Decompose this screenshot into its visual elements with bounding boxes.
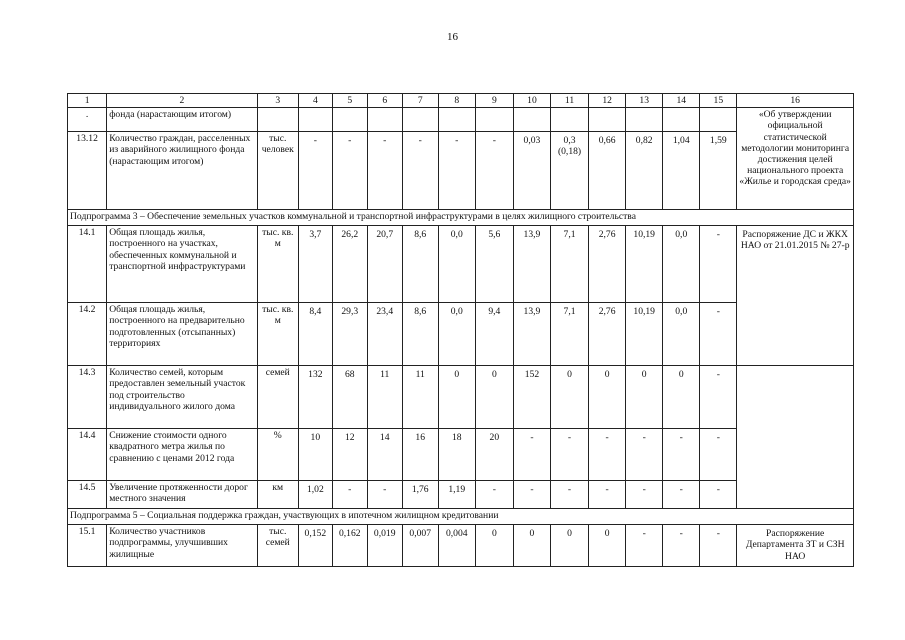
value-cell: 1,19 <box>438 481 475 509</box>
value-cell: 16 <box>402 429 438 481</box>
value-cell: 10,19 <box>626 226 663 303</box>
indicator-name: Общая площадь жилья, построенного на предварительно подготовленных (отсыпанных) территориях <box>107 303 257 366</box>
value-cell <box>626 108 663 132</box>
value-cell: 8,6 <box>402 226 438 303</box>
value-cell: 0 <box>626 366 663 429</box>
value-cell <box>298 108 332 132</box>
value-cell: - <box>626 481 663 509</box>
unit-cell: тыс. семей <box>257 525 298 567</box>
value-cell: - <box>663 481 700 509</box>
value-cell: - <box>626 429 663 481</box>
subprogram-3-title: Подпрограмма 3 – Обеспечение земельных участков коммунальной и транспортной инфраструктурами в целях жилищного строительства <box>68 210 854 226</box>
header-cell: 16 <box>737 94 854 108</box>
header-cell: 1 <box>68 94 107 108</box>
value-cell: - <box>700 525 737 567</box>
row-number: 14.5 <box>68 481 107 509</box>
note-cell: «Об утверждении официальной статистической методологии мониторинга достижения целей национального проекта «Жилье и городская среда» <box>737 108 854 210</box>
value-cell: 132 <box>298 366 332 429</box>
value-cell: - <box>298 132 332 210</box>
value-cell: 10,19 <box>626 303 663 366</box>
value-cell: 1,59 <box>700 132 737 210</box>
value-cell: 0,004 <box>438 525 475 567</box>
header-cell: 14 <box>663 94 700 108</box>
value-cell: 0 <box>663 366 700 429</box>
header-cell: 12 <box>589 94 626 108</box>
indicator-name: Количество семей, которым предоставлен земельный участок под строительство индивидуального жилого дома <box>107 366 257 429</box>
table-row <box>68 429 854 481</box>
row-number: 14.3 <box>68 366 107 429</box>
row-number: 13.12 <box>68 132 107 210</box>
value-cell: 2,76 <box>589 303 626 366</box>
value-cell <box>402 108 438 132</box>
indicator-name: Количество участников подпрограммы, улучшивших жилищные <box>107 525 257 567</box>
value-cell: - <box>626 525 663 567</box>
unit-cell: км <box>257 481 298 509</box>
row-number: 14.1 <box>68 226 107 303</box>
value-cell: 0,019 <box>367 525 402 567</box>
value-cell <box>438 108 475 132</box>
header-cell: 2 <box>107 94 257 108</box>
table-row <box>68 132 854 210</box>
table-row <box>68 226 854 303</box>
value-cell: 8,4 <box>298 303 332 366</box>
header-cell: 4 <box>298 94 332 108</box>
value-cell: 29,3 <box>332 303 367 366</box>
value-cell: 1,02 <box>298 481 332 509</box>
header-cell: 7 <box>402 94 438 108</box>
value-cell: 0,3 (0,18) <box>550 132 588 210</box>
value-cell: - <box>332 132 367 210</box>
value-cell <box>550 108 588 132</box>
value-cell: 0,66 <box>589 132 626 210</box>
value-cell <box>367 108 402 132</box>
value-cell: 68 <box>332 366 367 429</box>
header-cell: 8 <box>438 94 475 108</box>
header-cell: 9 <box>475 94 513 108</box>
value-cell: 0,03 <box>513 132 550 210</box>
table-row <box>68 366 854 429</box>
value-cell: 26,2 <box>332 226 367 303</box>
value-cell: 10 <box>298 429 332 481</box>
subprogram-row <box>68 210 854 226</box>
value-cell <box>700 108 737 132</box>
value-cell: 0 <box>475 366 513 429</box>
indicator-name: Увеличение протяженности дорог местного значения <box>107 481 257 509</box>
row-number: 14.4 <box>68 429 107 481</box>
header-cell: 10 <box>513 94 550 108</box>
value-cell: 0 <box>589 525 626 567</box>
value-cell: 14 <box>367 429 402 481</box>
value-cell: 18 <box>438 429 475 481</box>
value-cell: 23,4 <box>367 303 402 366</box>
row-number: 15.1 <box>68 525 107 567</box>
value-cell: - <box>550 429 588 481</box>
value-cell: - <box>513 481 550 509</box>
value-cell: - <box>700 481 737 509</box>
value-cell: 11 <box>402 366 438 429</box>
value-cell: 9,4 <box>475 303 513 366</box>
value-cell: 0 <box>589 366 626 429</box>
value-cell: - <box>475 481 513 509</box>
header-row <box>68 94 854 108</box>
value-cell: - <box>700 303 737 366</box>
value-cell: 0,152 <box>298 525 332 567</box>
value-cell: - <box>589 481 626 509</box>
value-cell: - <box>589 429 626 481</box>
header-cell: 5 <box>332 94 367 108</box>
table-row <box>68 303 854 366</box>
value-cell: 8,6 <box>402 303 438 366</box>
page-number: 16 <box>447 31 458 43</box>
value-cell: 0 <box>550 366 588 429</box>
unit-cell: тыс. кв. м <box>257 226 298 303</box>
value-cell: 0 <box>550 525 588 567</box>
value-cell: 0 <box>475 525 513 567</box>
value-cell: - <box>663 525 700 567</box>
value-cell: 0,0 <box>438 303 475 366</box>
row-number: 14.2 <box>68 303 107 366</box>
indicator-name: Общая площадь жилья, построенного на участках, обеспеченных коммунальной и транспортной инфраструктурами <box>107 226 257 303</box>
indicators-table <box>67 93 854 567</box>
value-cell: 12 <box>332 429 367 481</box>
value-cell: 0 <box>513 525 550 567</box>
value-cell: - <box>367 481 402 509</box>
table-row <box>68 108 854 132</box>
unit-cell: семей <box>257 366 298 429</box>
value-cell <box>332 108 367 132</box>
value-cell: - <box>367 132 402 210</box>
value-cell: 13,9 <box>513 226 550 303</box>
value-cell: 1,76 <box>402 481 438 509</box>
unit-cell: % <box>257 429 298 481</box>
value-cell: - <box>402 132 438 210</box>
note-cell: Распоряжение ДС и ЖКХ НАО от 21.01.2015 № 27-р <box>737 226 854 366</box>
indicator-name: Количество граждан, расселенных из аварийного жилищного фонда (нарастающим итогом) <box>107 132 257 210</box>
value-cell: - <box>700 226 737 303</box>
unit-cell: тыс. человек <box>257 132 298 210</box>
subprogram-5-title: Подпрограмма 5 – Социальная поддержка граждан, участвующих в ипотечном жилищном кредитовании <box>68 509 854 525</box>
value-cell <box>513 108 550 132</box>
value-cell: - <box>475 132 513 210</box>
table-row <box>68 525 854 567</box>
value-cell: 152 <box>513 366 550 429</box>
value-cell: 0,007 <box>402 525 438 567</box>
header-cell: 6 <box>367 94 402 108</box>
note-cell: Распоряжение Департамента ЗТ и СЗН НАО <box>737 525 854 567</box>
value-cell: 13,9 <box>513 303 550 366</box>
note-cell <box>737 366 854 509</box>
value-cell: 20,7 <box>367 226 402 303</box>
value-cell: 0 <box>438 366 475 429</box>
value-cell: 20 <box>475 429 513 481</box>
value-cell <box>589 108 626 132</box>
indicator-name: Снижение стоимости одного квадратного метра жилья по сравнению с ценами 2012 года <box>107 429 257 481</box>
value-cell: 7,1 <box>550 303 588 366</box>
table-row <box>68 481 854 509</box>
value-cell: 2,76 <box>589 226 626 303</box>
value-cell: - <box>550 481 588 509</box>
header-cell: 3 <box>257 94 298 108</box>
value-cell: 11 <box>367 366 402 429</box>
value-cell: 5,6 <box>475 226 513 303</box>
value-cell: - <box>513 429 550 481</box>
unit-cell: тыс. кв. м <box>257 303 298 366</box>
value-cell: 0,0 <box>663 226 700 303</box>
value-cell <box>663 108 700 132</box>
value-cell: - <box>332 481 367 509</box>
row-number: . <box>68 108 107 132</box>
value-cell: - <box>700 366 737 429</box>
value-cell: 0,0 <box>663 303 700 366</box>
value-cell: 0,82 <box>626 132 663 210</box>
value-cell: 3,7 <box>298 226 332 303</box>
value-cell: 0,0 <box>438 226 475 303</box>
value-cell: 7,1 <box>550 226 588 303</box>
value-cell: - <box>438 132 475 210</box>
unit-cell <box>257 108 298 132</box>
indicator-name: фонда (нарастающим итогом) <box>107 108 257 132</box>
value-cell <box>475 108 513 132</box>
header-cell: 13 <box>626 94 663 108</box>
value-cell: 0,162 <box>332 525 367 567</box>
header-cell: 15 <box>700 94 737 108</box>
value-cell: - <box>663 429 700 481</box>
subprogram-row <box>68 509 854 525</box>
value-cell: - <box>700 429 737 481</box>
header-cell: 11 <box>550 94 588 108</box>
value-cell: 1,04 <box>663 132 700 210</box>
